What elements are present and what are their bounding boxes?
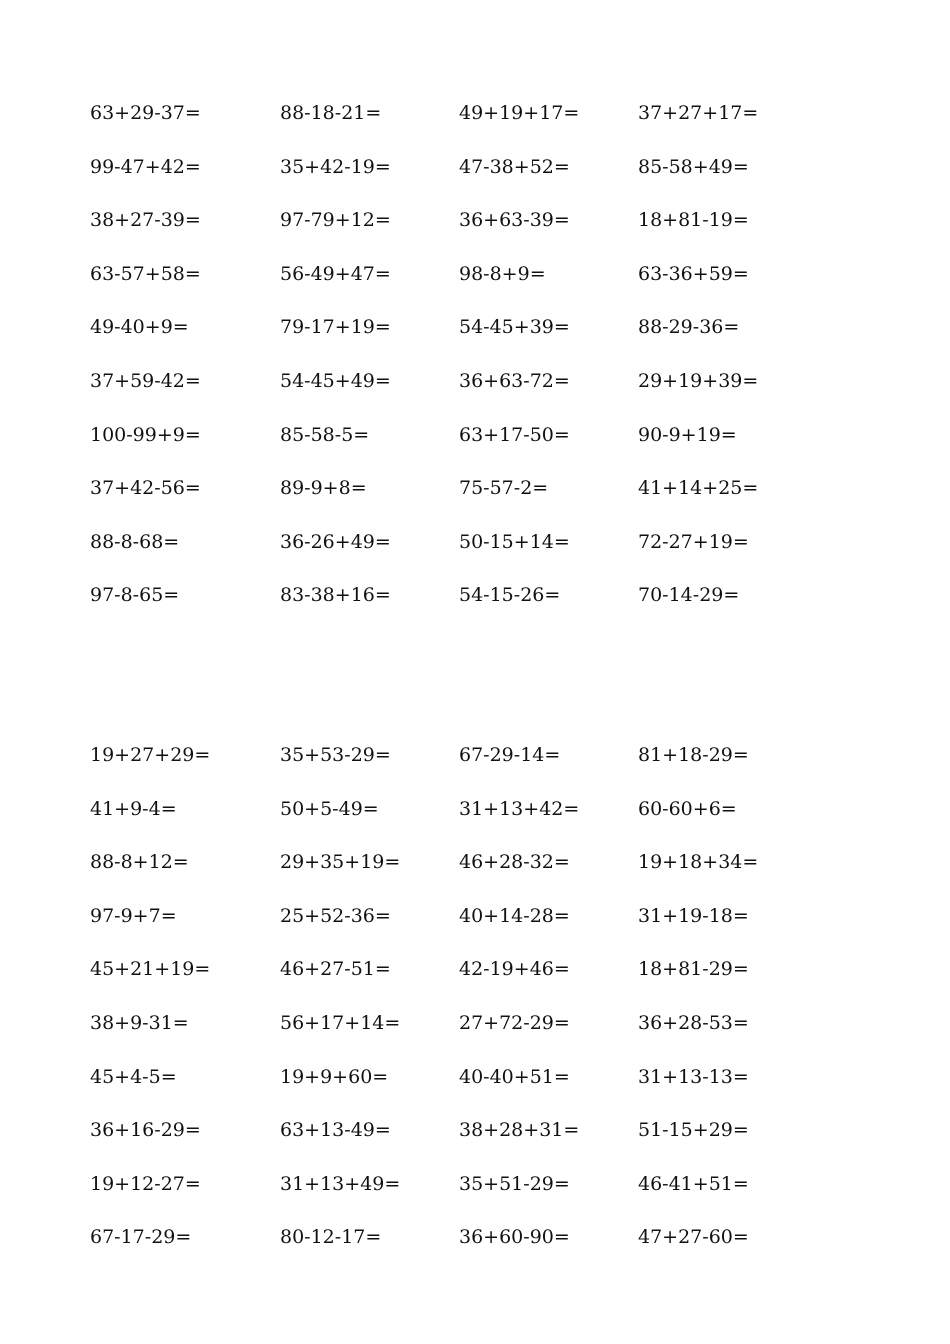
math-problem: 88-18-21= (280, 102, 382, 124)
problem-row (90, 788, 850, 842)
problem-row (90, 948, 850, 1002)
math-problem: 19+18+34= (638, 851, 759, 874)
math-problem: 38+27-39= (90, 209, 201, 232)
math-problem: 60-60+6= (638, 797, 737, 820)
problem-row (90, 253, 850, 307)
math-problem: 70-14-29= (638, 584, 740, 607)
problem-row (90, 1056, 850, 1110)
math-problem: 45+4-5= (90, 1065, 177, 1088)
math-problem: 79-17+19= (280, 316, 391, 339)
math-problem: 41+9-4= (90, 797, 177, 820)
math-problem: 19+12-27= (90, 1172, 201, 1195)
math-problem: 88-8-68= (90, 530, 180, 553)
math-problem: 83-38+16= (280, 584, 391, 607)
math-problem: 25+52-36= (280, 904, 391, 927)
math-problem: 50+5-49= (280, 797, 379, 820)
math-problem: 19+9+60= (280, 1065, 389, 1088)
math-problem: 54-15-26= (459, 584, 561, 607)
math-problem: 37+27+17= (638, 102, 759, 124)
math-problem: 37+59-42= (90, 369, 201, 392)
problem-row (90, 146, 850, 200)
problem-row (90, 1216, 850, 1270)
math-problem: 97-79+12= (280, 209, 391, 232)
math-problem: 41+14+25= (638, 477, 759, 500)
math-problem: 54-45+39= (459, 316, 570, 339)
math-problem: 19+27+29= (90, 744, 211, 766)
math-problem: 38+28+31= (459, 1119, 580, 1142)
math-problem: 35+51-29= (459, 1172, 570, 1195)
problem-row (90, 734, 850, 788)
problem-row (90, 92, 850, 146)
math-problem: 36+16-29= (90, 1119, 201, 1142)
math-problem: 47+27-60= (638, 1226, 749, 1249)
math-problem: 67-17-29= (90, 1226, 192, 1249)
math-problem: 85-58-5= (280, 423, 370, 446)
math-problem: 37+42-56= (90, 477, 201, 500)
problem-row (90, 1109, 850, 1163)
math-problem: 63+13-49= (280, 1119, 391, 1142)
math-problem: 18+81-19= (638, 209, 749, 232)
math-problem: 40+14-28= (459, 904, 570, 927)
math-problem: 63+29-37= (90, 102, 201, 124)
math-problem: 49+19+17= (459, 102, 580, 124)
math-problem: 38+9-31= (90, 1011, 189, 1034)
problem-row (90, 1163, 850, 1217)
math-problem: 40-40+51= (459, 1065, 570, 1088)
math-problem: 88-29-36= (638, 316, 740, 339)
math-problem: 29+19+39= (638, 369, 759, 392)
problem-row (90, 841, 850, 895)
problem-row (90, 895, 850, 949)
math-problem: 36+63-72= (459, 369, 570, 392)
math-problem: 89-9+8= (280, 477, 367, 500)
math-problem: 46+27-51= (280, 958, 391, 981)
problem-row (90, 574, 850, 628)
math-problem: 99-47+42= (90, 155, 201, 178)
math-problem: 67-29-14= (459, 744, 561, 766)
math-problem: 75-57-2= (459, 477, 549, 500)
math-problem: 63-57+58= (90, 262, 201, 285)
math-problem: 63+17-50= (459, 423, 570, 446)
math-problem: 98-8+9= (459, 262, 546, 285)
math-problem: 35+53-29= (280, 744, 391, 766)
problem-row (90, 467, 850, 521)
math-problem: 36-26+49= (280, 530, 391, 553)
math-problem: 31+13-13= (638, 1065, 749, 1088)
math-problem: 80-12-17= (280, 1226, 382, 1249)
math-problem: 85-58+49= (638, 155, 749, 178)
math-problem: 46+28-32= (459, 851, 570, 874)
math-problem: 46-41+51= (638, 1172, 749, 1195)
math-problem: 72-27+19= (638, 530, 749, 553)
problem-row (90, 199, 850, 253)
problem-row (90, 521, 850, 575)
math-problem: 49-40+9= (90, 316, 189, 339)
math-problem: 18+81-29= (638, 958, 749, 981)
math-problem: 29+35+19= (280, 851, 401, 874)
math-problem: 97-8-65= (90, 584, 180, 607)
problem-block-2 (90, 734, 850, 1270)
math-problem: 50-15+14= (459, 530, 570, 553)
math-problem: 90-9+19= (638, 423, 737, 446)
math-problem: 31+13+42= (459, 797, 580, 820)
math-problem: 47-38+52= (459, 155, 570, 178)
math-problem: 54-45+49= (280, 369, 391, 392)
math-problem: 36+60-90= (459, 1226, 570, 1249)
math-problem: 31+13+49= (280, 1172, 401, 1195)
math-problem: 51-15+29= (638, 1119, 749, 1142)
math-problem: 31+19-18= (638, 904, 749, 927)
math-problem: 36+63-39= (459, 209, 570, 232)
math-problem: 56-49+47= (280, 262, 391, 285)
problem-row (90, 414, 850, 468)
math-problem: 42-19+46= (459, 958, 570, 981)
math-problem: 97-9+7= (90, 904, 177, 927)
math-problem: 35+42-19= (280, 155, 391, 178)
problem-row (90, 1002, 850, 1056)
math-problem: 100-99+9= (90, 423, 201, 446)
problem-block-1 (90, 92, 850, 628)
math-problem: 63-36+59= (638, 262, 749, 285)
math-problem: 81+18-29= (638, 744, 749, 766)
math-problem: 27+72-29= (459, 1011, 570, 1034)
math-problem: 45+21+19= (90, 958, 211, 981)
math-problem: 56+17+14= (280, 1011, 401, 1034)
math-problem: 36+28-53= (638, 1011, 749, 1034)
problem-row (90, 306, 850, 360)
problem-row (90, 360, 850, 414)
math-problem: 88-8+12= (90, 851, 189, 874)
